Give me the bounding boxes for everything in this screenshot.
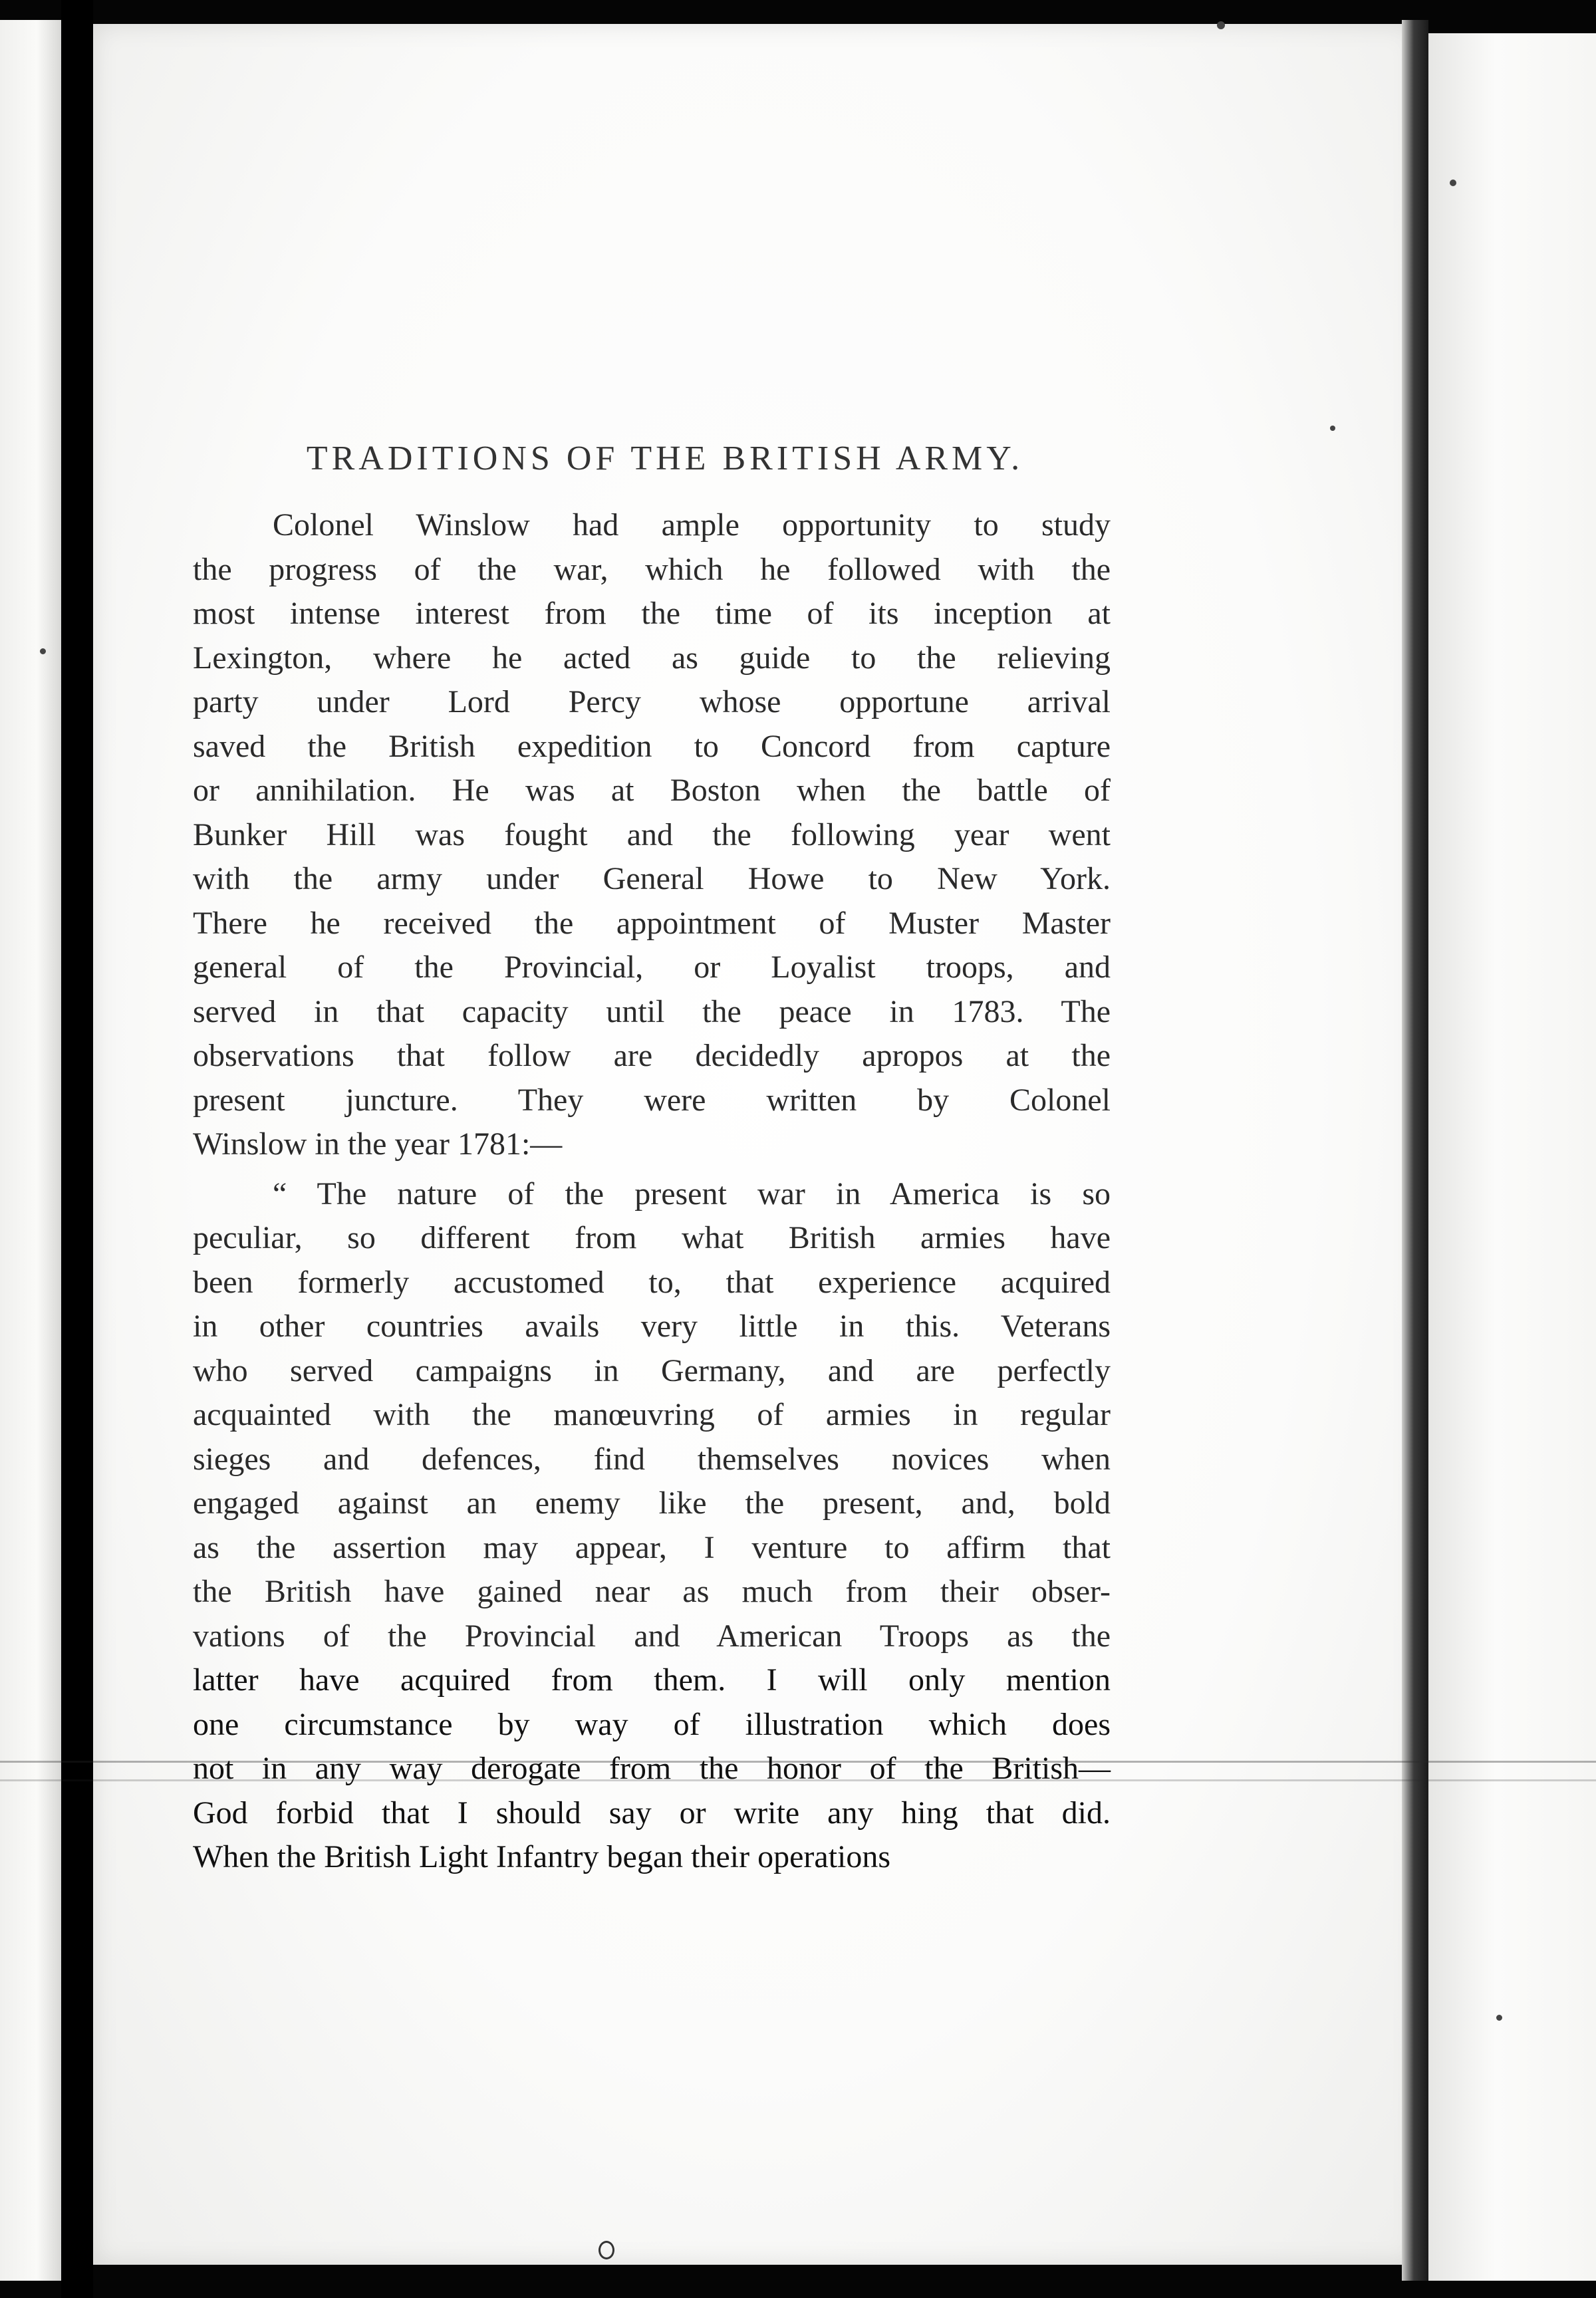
paragraph-1 xyxy=(193,503,1111,1167)
text-line: with the army under General Howe to New York. xyxy=(193,861,1111,896)
scan-speck xyxy=(598,2241,614,2259)
text-line: peculiar, so different from what British armies have xyxy=(193,1220,1111,1255)
text-line: general of the Provincial, or Loyalist troops, and xyxy=(193,950,1111,985)
text-line: Bunker Hill was fought and the following year went xyxy=(193,817,1111,852)
page-title: TRADITIONS OF THE BRITISH ARMY. xyxy=(306,440,1024,477)
scan-speck xyxy=(1217,21,1225,29)
text-line: Lexington, where he acted as guide to the relieving xyxy=(193,640,1111,676)
right-gutter-shadow xyxy=(1402,20,1428,2281)
text-line: God forbid that I should say or write any hing that did. xyxy=(193,1795,1111,1831)
text-line: one circumstance by way of illustration which does xyxy=(193,1706,1111,1742)
left-page-edge xyxy=(0,20,61,2281)
text-line: Colonel Winslow had ample opportunity to study xyxy=(273,507,1111,543)
text-line: the British have gained near as much from their obser- xyxy=(193,1574,1111,1609)
scan-speck xyxy=(1496,2015,1502,2021)
text-line: not in any way derogate from the honor of the British— xyxy=(193,1751,1111,1786)
text-line: vations of the Provincial and American Troops as the xyxy=(193,1618,1111,1654)
text-line: or annihilation. He was at Boston when the battle of xyxy=(193,773,1111,808)
text-line: sieges and defences, find themselves novices when xyxy=(193,1441,1111,1477)
scan-speck xyxy=(1330,426,1335,431)
text-line: party under Lord Percy whose opportune arrival xyxy=(193,684,1111,719)
left-binding-shadow xyxy=(61,0,93,2298)
text-line: saved the British expedition to Concord from capture xyxy=(193,728,1111,764)
text-line: acquainted with the manœuvring of armies in regular xyxy=(193,1397,1111,1432)
paragraph-2 xyxy=(193,1172,1111,1880)
text-line: Winslow in the year 1781:— xyxy=(193,1126,563,1162)
text-line: engaged against an enemy like the present, and, bold xyxy=(193,1485,1111,1521)
right-page-edge xyxy=(1428,33,1596,2281)
scan-speck xyxy=(1450,180,1456,186)
page-text xyxy=(193,439,1111,1880)
text-line: present juncture. They were written by Colonel xyxy=(193,1082,1111,1118)
text-line: “ The nature of the present war in America is so xyxy=(273,1176,1111,1212)
scan-speck xyxy=(40,648,46,654)
text-line: There he received the appointment of Muster Master xyxy=(193,905,1111,941)
text-line: latter have acquired from them. I will only mention xyxy=(193,1662,1111,1698)
text-line: in other countries avails very little in this. Veterans xyxy=(193,1309,1111,1344)
text-line: most intense interest from the time of its inception at xyxy=(193,596,1111,631)
text-line: as the assertion may appear, I venture to affirm that xyxy=(193,1529,1111,1565)
text-line: served in that capacity until the peace in 1783. The xyxy=(193,993,1111,1029)
text-line: been formerly accustomed to, that experience acquired xyxy=(193,1264,1111,1300)
text-line: the progress of the war, which he followed with the xyxy=(193,551,1111,587)
text-line: who served campaigns in Germany, and are perfectly xyxy=(193,1352,1111,1388)
text-line: When the British Light Infantry began their operations xyxy=(193,1839,891,1874)
text-line: observations that follow are decidedly apropos at the xyxy=(193,1038,1111,1073)
